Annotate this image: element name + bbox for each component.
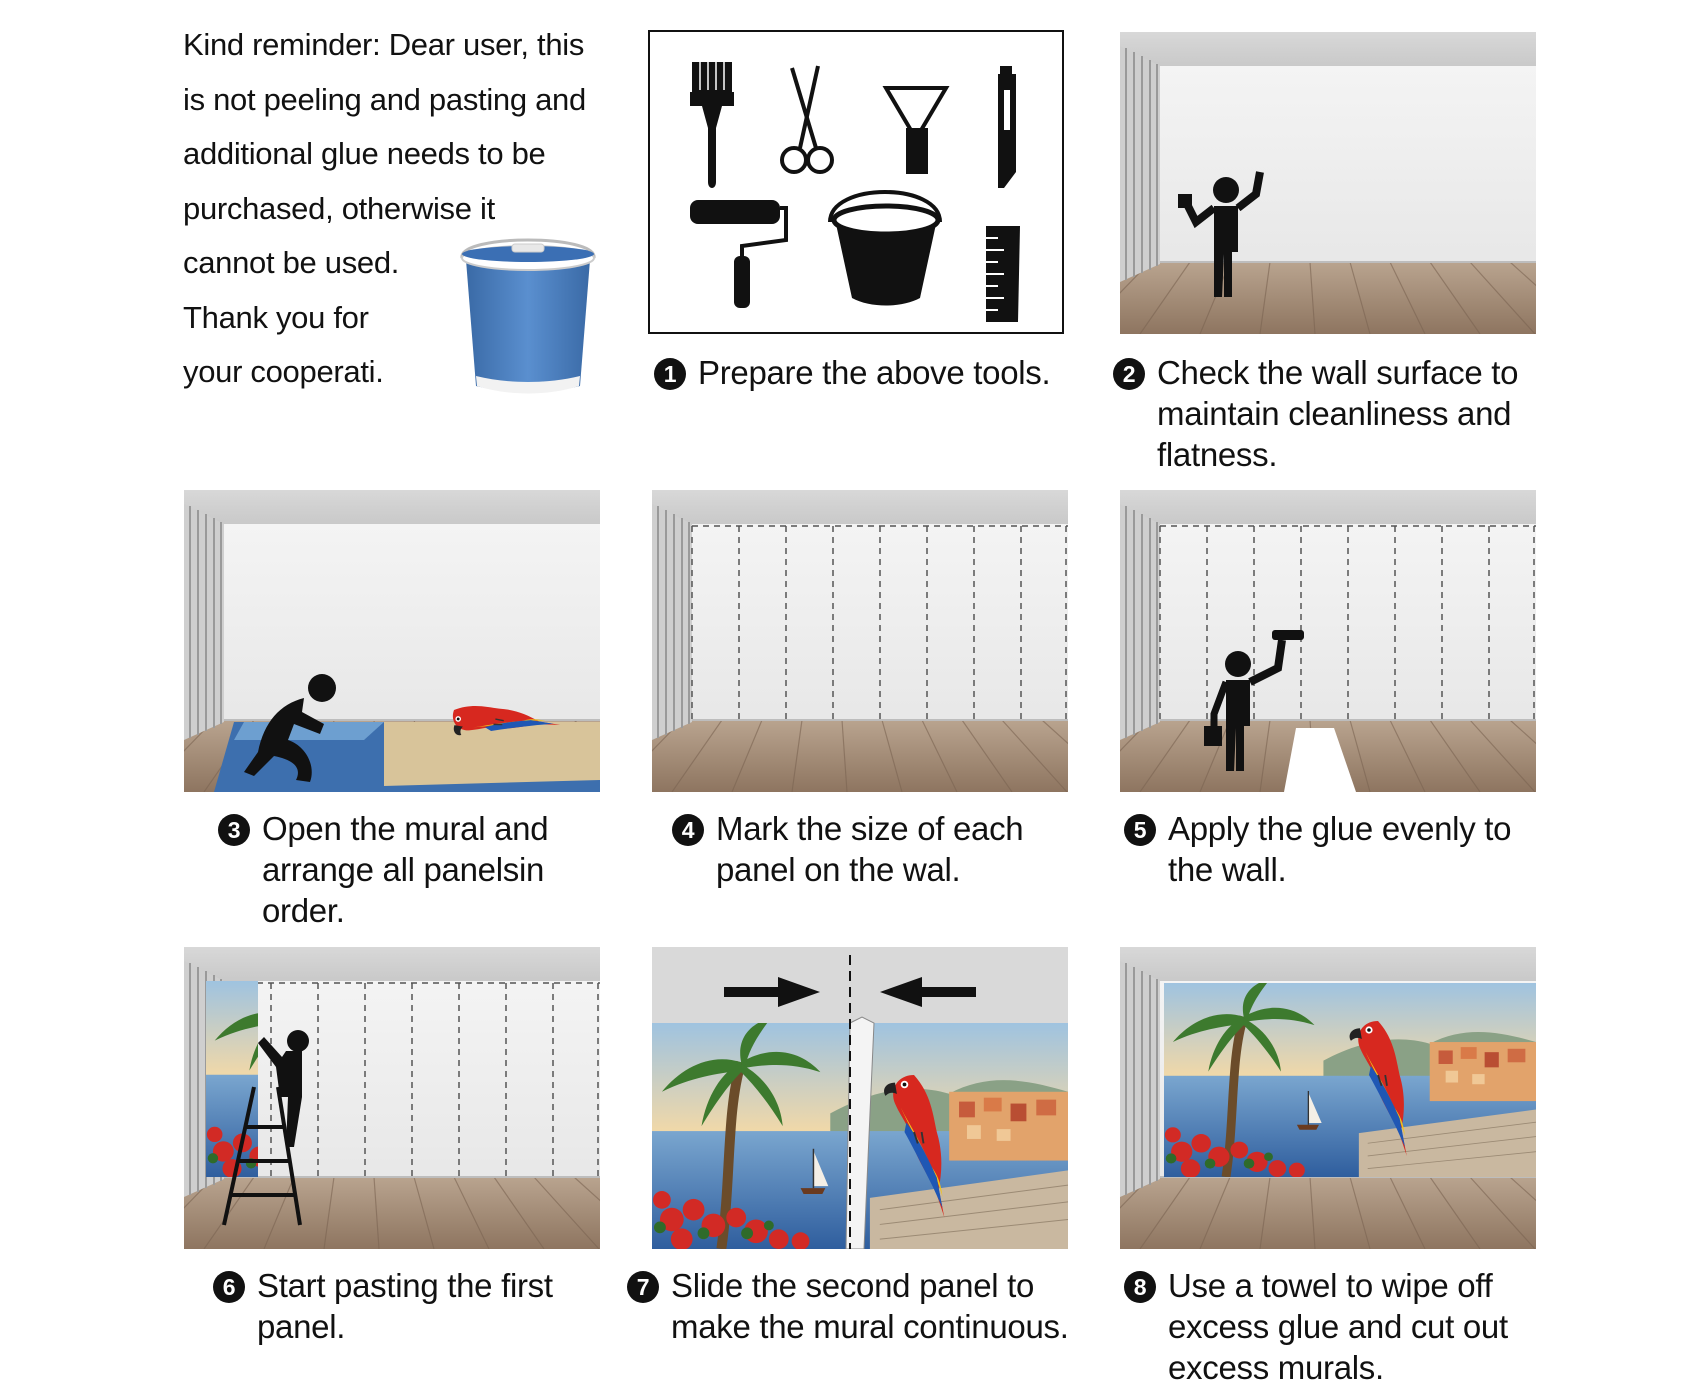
reminder-line: Kind reminder: Dear user, this bbox=[183, 27, 585, 62]
caption-line: excess glue and cut out bbox=[1168, 1308, 1508, 1345]
scissors-icon bbox=[782, 66, 832, 172]
caption-line: Open the mural and bbox=[262, 810, 549, 847]
step-4-image bbox=[652, 490, 1068, 792]
caption-line: panel. bbox=[257, 1308, 346, 1345]
step-number-badge: 8 bbox=[1124, 1271, 1156, 1303]
step-number-badge: 3 bbox=[218, 814, 250, 846]
caption-line: excess murals. bbox=[1168, 1349, 1384, 1386]
reminder-line: cannot be used. bbox=[183, 245, 400, 280]
reminder-line: additional glue needs to be bbox=[183, 136, 546, 171]
caption-line: Start pasting the first bbox=[257, 1267, 553, 1304]
step-6-image bbox=[184, 947, 600, 1249]
step-3-image bbox=[184, 490, 600, 792]
caption-line: arrange all panelsin bbox=[262, 851, 545, 888]
paint-roller-icon bbox=[690, 200, 786, 308]
bucket-icon bbox=[448, 228, 608, 398]
step-5-image bbox=[1120, 490, 1536, 792]
step-number-badge: 1 bbox=[654, 358, 686, 390]
paint-brush-icon bbox=[690, 62, 734, 188]
step-7-image bbox=[652, 947, 1068, 1249]
reminder-line: purchased, otherwise it bbox=[183, 190, 495, 226]
tools-box bbox=[648, 30, 1064, 334]
caption-line: the wall. bbox=[1168, 851, 1287, 888]
step-number-badge: 4 bbox=[672, 814, 704, 846]
step-2-image bbox=[1120, 32, 1536, 334]
caption-line: Use a towel to wipe off bbox=[1168, 1267, 1493, 1304]
caption-line: order. bbox=[262, 892, 345, 929]
step-number-badge: 2 bbox=[1113, 358, 1145, 390]
utility-knife-icon bbox=[998, 66, 1016, 188]
reminder-line: your cooperati. bbox=[183, 354, 384, 389]
caption-line: Prepare the above tools. bbox=[698, 354, 1051, 391]
step-number-badge: 6 bbox=[213, 1271, 245, 1303]
caption-line: Apply the glue evenly to bbox=[1168, 810, 1512, 847]
caption-line: Slide the second panel to bbox=[671, 1267, 1035, 1304]
caption-line: Mark the size of each bbox=[716, 810, 1024, 847]
caption-line: flatness. bbox=[1157, 436, 1278, 473]
caption-line: Check the wall surface to bbox=[1157, 354, 1519, 391]
caption-line: maintain cleanliness and bbox=[1157, 395, 1512, 432]
reminder-line: Thank you for bbox=[183, 299, 369, 335]
step-number-badge: 7 bbox=[627, 1271, 659, 1303]
step-8-image bbox=[1120, 947, 1536, 1249]
reminder-line: is not peeling and pasting and bbox=[183, 81, 586, 117]
scraper-icon bbox=[886, 88, 946, 174]
step-number-badge: 5 bbox=[1124, 814, 1156, 846]
caption-line: make the mural continuous. bbox=[671, 1308, 1069, 1345]
ruler-icon bbox=[986, 226, 1020, 322]
caption-line: panel on the wal. bbox=[716, 851, 961, 888]
pail-icon bbox=[830, 192, 940, 306]
